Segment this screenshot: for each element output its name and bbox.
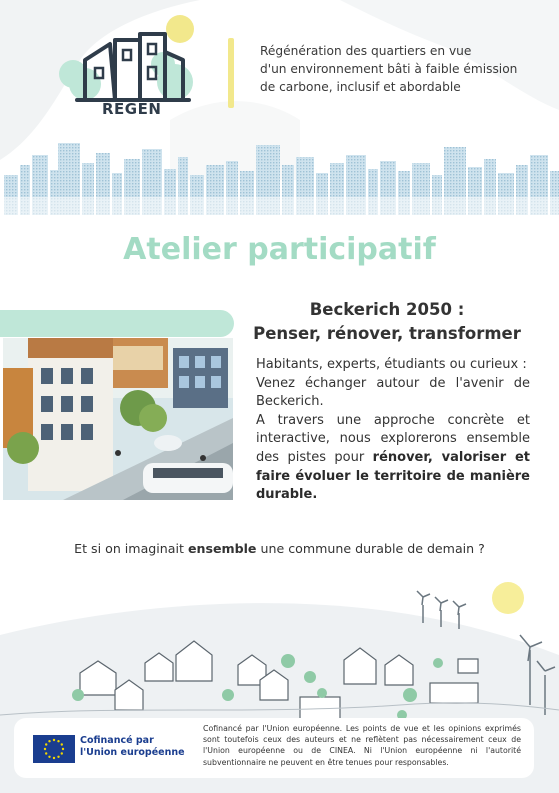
street-photo <box>3 338 233 500</box>
tagline-line: Régénération des quartiers en vue <box>260 44 472 58</box>
intro-line: Habitants, experts, étudiants ou curieux : <box>256 357 527 372</box>
description-text: A travers une approche concrète et interactive, nous explorerons ensemble des pistes pour <box>256 412 530 465</box>
accent-bar <box>0 310 234 337</box>
subtitle-line: Beckerich 2050 : <box>309 300 465 319</box>
event-description <box>256 356 530 505</box>
subtitle-line: Penser, rénover, transformer <box>253 324 521 343</box>
eu-disclaimer: Cofinancé par l'Union européenne. Les points de vue et les opinions exprimés sont toutefois ceux des auteurs et ne reflètent pas nécessairement ceux de l'Union européenne ou de CINEA. Ni l'Union européenne ni l'autorité subventionnaire ne peuvent en être tenues pour responsables. <box>203 724 521 767</box>
logo-wordmark: REGEN <box>102 100 162 118</box>
tagline-line: d'un environnement bâti à faible émission <box>260 62 518 76</box>
eu-flag-icon <box>33 735 75 763</box>
project-tagline <box>260 42 550 96</box>
tagline-line: de carbone, inclusif et abordable <box>260 80 461 94</box>
event-subtitle <box>232 298 542 346</box>
header-divider <box>228 38 234 108</box>
eu-label-line: Cofinancé par <box>80 735 154 746</box>
question-text: Et si on imaginait <box>74 541 188 556</box>
eu-label-line: l'Union européenne <box>80 747 185 758</box>
eu-funding-label <box>80 735 190 759</box>
intro-line: Venez échanger autour de l'avenir de Beckerich. <box>256 375 530 410</box>
description-highlight: rénover, valoriser et faire évoluer le territoire de manière durable. <box>256 449 530 503</box>
page-title: Atelier participatif <box>123 232 436 267</box>
question-text-end: une commune durable de demain ? <box>256 541 485 556</box>
closing-question <box>0 541 559 556</box>
question-highlight: ensemble <box>187 541 257 556</box>
skyline-illustration <box>0 135 559 225</box>
description-paragraph <box>256 412 530 505</box>
